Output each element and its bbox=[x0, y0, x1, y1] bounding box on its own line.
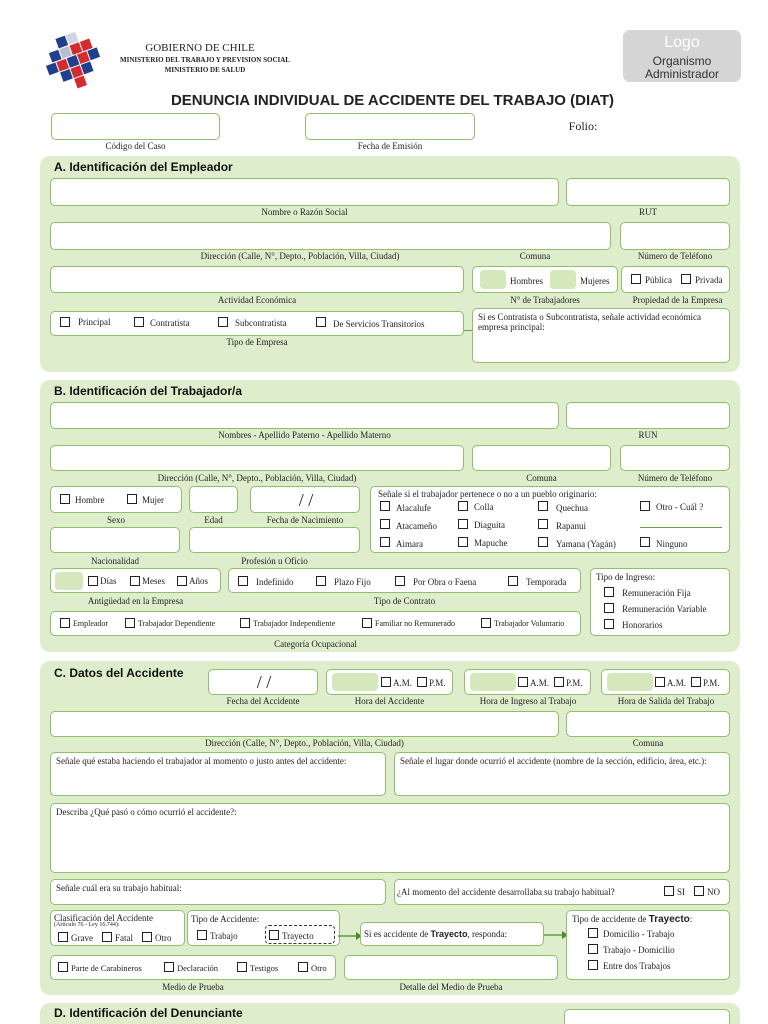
comuna-accidente-label: Comuna bbox=[632, 738, 664, 748]
anos-checkbox[interactable] bbox=[177, 576, 187, 586]
fecha-accidente-slashes: / / bbox=[256, 672, 272, 692]
hora-accidente-label: Hora del Accidente bbox=[354, 696, 425, 706]
codigo-caso-label: Código del Caso bbox=[105, 141, 166, 151]
section-b-title: B. Identificación del Trabajador/a bbox=[54, 384, 243, 398]
indefinido-checkbox[interactable] bbox=[238, 576, 248, 586]
mujer-checkbox[interactable] bbox=[127, 494, 137, 504]
temporada-label: Temporada bbox=[526, 577, 567, 587]
entre-trabajos-label: Entre dos Trabajos bbox=[603, 961, 671, 971]
yamana-checkbox[interactable] bbox=[538, 537, 548, 547]
nacionalidad-label: Nacionalidad bbox=[91, 556, 139, 566]
meses-checkbox[interactable] bbox=[130, 576, 140, 586]
arrow-to-trayecto-icon bbox=[338, 931, 362, 941]
alacalufe-checkbox[interactable] bbox=[380, 501, 390, 511]
rem-variable-label: Remuneración Variable bbox=[622, 604, 707, 614]
comuna-empleador-label: Comuna bbox=[519, 251, 551, 261]
page-title: DENUNCIA INDIVIDUAL DE ACCIDENTE DEL TRABAJO (DIAT) bbox=[170, 92, 615, 109]
hora-ingreso-label: Hora de Ingreso al Trabajo bbox=[479, 696, 577, 706]
contratista-label: Contratista bbox=[150, 318, 190, 328]
plazo-fijo-checkbox[interactable] bbox=[316, 576, 326, 586]
comuna-trabajador-label: Comuna bbox=[526, 473, 557, 483]
describa-field[interactable] bbox=[50, 803, 730, 873]
otro-clasificacion-checkbox[interactable] bbox=[142, 932, 152, 942]
haciendo-field[interactable] bbox=[50, 752, 386, 796]
hora-salida-am-label: A.M. bbox=[667, 678, 687, 688]
comuna-accidente-field[interactable] bbox=[566, 711, 730, 737]
fecha-nacimiento-field[interactable] bbox=[250, 486, 360, 513]
fatal-checkbox[interactable] bbox=[102, 932, 112, 942]
publica-checkbox[interactable] bbox=[631, 274, 641, 284]
no-checkbox[interactable] bbox=[694, 886, 704, 896]
meses-label: Meses bbox=[142, 576, 165, 586]
detalle-prueba-label: Detalle del Medio de Prueba bbox=[399, 982, 503, 992]
trab-dom-label: Trabajo - Domicilio bbox=[603, 945, 675, 955]
tipo-contrato-label: Tipo de Contrato bbox=[373, 596, 436, 606]
org-logo-box bbox=[623, 30, 741, 82]
quechua-checkbox[interactable] bbox=[538, 501, 548, 511]
section-c-accidente bbox=[40, 661, 740, 995]
telefono-trabajador-label: Número de Teléfono bbox=[637, 473, 713, 483]
quechua-label: Quechua bbox=[556, 503, 588, 513]
tipo-trayecto-title: Tipo de accidente de Trayecto: bbox=[572, 914, 693, 925]
rapanui-label: Rapanui bbox=[556, 521, 586, 531]
medio-prueba-label: Medio de Prueba bbox=[162, 982, 224, 992]
familiar-checkbox[interactable] bbox=[362, 618, 372, 628]
comuna-trabajador-field[interactable] bbox=[472, 445, 611, 471]
direccion-empleador-field[interactable] bbox=[50, 222, 611, 250]
government-logo-icon bbox=[40, 30, 108, 92]
dependiente-label: Trabajador Dependiente bbox=[138, 619, 216, 628]
por-obra-label: Por Obra o Faena bbox=[413, 577, 477, 587]
folio-label: Folio: bbox=[568, 119, 598, 133]
mujeres-label: Mujeres bbox=[580, 276, 610, 286]
independiente-label: Trabajador Independiente bbox=[253, 619, 336, 628]
direccion-trabajador-label: Dirección (Calle, N°, Depto., Población, Villa, Ciudad) bbox=[157, 473, 357, 483]
otro-prueba-checkbox[interactable] bbox=[298, 962, 308, 972]
ministry-salud: MINISTERIO DE SALUD bbox=[164, 66, 246, 74]
plazo-fijo-label: Plazo Fijo bbox=[334, 577, 371, 587]
trab-dom-checkbox[interactable] bbox=[588, 944, 598, 954]
section-b-trabajador bbox=[40, 380, 740, 652]
fecha-accidente-label: Fecha del Accidente bbox=[226, 696, 300, 706]
hora-salida-field[interactable] bbox=[607, 673, 653, 691]
grave-checkbox[interactable] bbox=[58, 932, 68, 942]
hombre-label: Hombre bbox=[75, 495, 105, 505]
hombre-checkbox[interactable] bbox=[60, 494, 70, 504]
testigos-checkbox[interactable] bbox=[237, 962, 247, 972]
fecha-accidente-field[interactable] bbox=[208, 669, 318, 695]
fecha-emision-field[interactable] bbox=[305, 113, 475, 140]
rem-fija-checkbox[interactable] bbox=[604, 587, 614, 597]
direccion-accidente-field[interactable] bbox=[50, 711, 559, 737]
atacameno-checkbox[interactable] bbox=[380, 519, 390, 529]
temporada-checkbox[interactable] bbox=[508, 576, 518, 586]
actividad-economica-field[interactable] bbox=[50, 266, 464, 293]
trabajo-label: Trabajo bbox=[210, 931, 238, 941]
privada-checkbox[interactable] bbox=[681, 274, 691, 284]
propiedad-label: Propiedad de la Empresa bbox=[632, 295, 723, 305]
telefono-empleador-label: Número de Teléfono bbox=[637, 251, 713, 261]
dom-trab-checkbox[interactable] bbox=[588, 928, 598, 938]
anos-label: Años bbox=[189, 576, 209, 586]
profesion-field[interactable] bbox=[189, 527, 360, 553]
carabineros-label: Parte de Carabineros bbox=[71, 963, 142, 973]
lugar-field[interactable] bbox=[394, 752, 730, 796]
hora-salida-label: Hora de Salida del Trabajo bbox=[617, 696, 715, 706]
otro-pueblo-checkbox[interactable] bbox=[640, 501, 650, 511]
detalle-prueba-field[interactable] bbox=[344, 955, 558, 980]
arrow-to-tipo-trayecto-icon bbox=[544, 930, 568, 940]
direccion-trabajador-field[interactable] bbox=[50, 445, 464, 471]
run-field[interactable] bbox=[566, 402, 730, 429]
fatal-label: Fatal bbox=[115, 933, 133, 943]
ninguno-label: Ninguno bbox=[656, 539, 688, 549]
direccion-empleador-label: Dirección (Calle, N°, Depto., Población, Villa, Ciudad) bbox=[200, 251, 400, 261]
logo-placeholder: Logo bbox=[664, 34, 700, 51]
voluntario-checkbox[interactable] bbox=[481, 618, 491, 628]
trayecto-label: Trayecto bbox=[282, 931, 314, 941]
independiente-checkbox[interactable] bbox=[240, 618, 250, 628]
trayecto-checkbox[interactable] bbox=[269, 930, 279, 940]
subcontratista-checkbox[interactable] bbox=[218, 317, 228, 327]
principal-checkbox[interactable] bbox=[60, 317, 70, 327]
clasificacion-articulo: (Artículo 76 - Ley 16.744): bbox=[54, 922, 120, 928]
codigo-caso-field[interactable] bbox=[51, 113, 220, 140]
principal-label: Principal bbox=[78, 317, 111, 327]
fecha-nacimiento-label: Fecha de Nacimiento bbox=[266, 515, 344, 525]
otro-clasificacion-label: Otro bbox=[155, 933, 172, 943]
privada-label: Privada bbox=[695, 275, 723, 285]
tipo-ingreso-title: Tipo de Ingreso: bbox=[596, 572, 656, 582]
hora-accidente-field[interactable] bbox=[332, 673, 378, 691]
mapuche-checkbox[interactable] bbox=[458, 537, 468, 547]
servicios-transitorios-label: De Servicios Transitorios bbox=[333, 319, 425, 329]
nacionalidad-field[interactable] bbox=[50, 527, 180, 553]
otro-prueba-label: Otro bbox=[311, 963, 327, 973]
colla-label: Colla bbox=[474, 502, 494, 512]
declaracion-checkbox[interactable] bbox=[164, 962, 174, 972]
entre-trabajos-checkbox[interactable] bbox=[588, 960, 598, 970]
tipo-empresa-label: Tipo de Empresa bbox=[226, 337, 288, 347]
edad-label: Edad bbox=[204, 515, 223, 525]
diaguita-checkbox[interactable] bbox=[458, 519, 468, 529]
mujeres-count-field[interactable] bbox=[550, 270, 576, 289]
trabajo-checkbox[interactable] bbox=[197, 930, 207, 940]
telefono-trabajador-field[interactable] bbox=[620, 445, 730, 471]
section-c-title: C. Datos del Accidente bbox=[54, 666, 184, 680]
hora-accidente-pm-label: P.M. bbox=[429, 678, 446, 688]
ninguno-checkbox[interactable] bbox=[640, 537, 650, 547]
direccion-accidente-label: Dirección (Calle, N°, Depto., Población, Villa, Ciudad) bbox=[205, 738, 404, 748]
categoria-label: Categoría Ocupacional bbox=[274, 639, 357, 649]
actividad-economica-label: Actividad Económica bbox=[217, 295, 297, 305]
mapuche-label: Mapuche bbox=[474, 538, 508, 548]
otro-pueblo-line[interactable] bbox=[640, 527, 722, 528]
publica-label: Pública bbox=[645, 275, 672, 285]
denunciante-field[interactable] bbox=[564, 1009, 730, 1024]
otro-pueblo-label: Otro - Cuál ? bbox=[656, 502, 704, 512]
lugar-prompt: Señale el lugar donde ocurrió el accidente (nombre de la sección, edificio, área, etc.): bbox=[400, 756, 707, 766]
hora-ingreso-pm-label: P.M. bbox=[566, 678, 583, 688]
hora-ingreso-am-checkbox[interactable] bbox=[518, 677, 528, 687]
fecha-emision-label: Fecha de Emisión bbox=[357, 141, 423, 151]
antiguedad-value-field[interactable] bbox=[55, 572, 83, 590]
si-checkbox[interactable] bbox=[664, 886, 674, 896]
telefono-empleador-field[interactable] bbox=[620, 222, 730, 250]
section-a-empleador bbox=[40, 156, 740, 372]
por-obra-checkbox[interactable] bbox=[395, 576, 405, 586]
trabajo-habitual-prompt: Señale cuál era su trabajo habitual: bbox=[56, 883, 182, 893]
run-label: RUN bbox=[638, 430, 658, 440]
contratista-checkbox[interactable] bbox=[134, 317, 144, 327]
mujer-label: Mujer bbox=[142, 495, 164, 505]
hora-salida-am-checkbox[interactable] bbox=[655, 677, 665, 687]
section-d-denunciante bbox=[40, 1003, 740, 1024]
servicios-transitorios-checkbox[interactable] bbox=[316, 317, 326, 327]
actividad-principal-field[interactable] bbox=[472, 308, 730, 363]
razon-social-field[interactable] bbox=[50, 178, 559, 206]
honorarios-checkbox[interactable] bbox=[604, 619, 614, 629]
dias-checkbox[interactable] bbox=[88, 576, 98, 586]
rem-fija-label: Remuneración Fija bbox=[622, 588, 691, 598]
gov-name: GOBIERNO DE CHILE bbox=[145, 42, 255, 54]
hora-salida-pm-checkbox[interactable] bbox=[691, 677, 701, 687]
hombres-label: Hombres bbox=[510, 276, 543, 286]
dependiente-checkbox[interactable] bbox=[125, 618, 135, 628]
no-label: NO bbox=[707, 887, 720, 897]
pueblo-originario-title: Señale si el trabajador pertenece o no a un pueblo originario: bbox=[378, 489, 597, 499]
nombres-trabajador-label: Nombres - Apellido Paterno - Apellido Materno bbox=[218, 430, 391, 440]
hora-ingreso-field[interactable] bbox=[470, 673, 516, 691]
tipo-accidente-title: Tipo de Accidente: bbox=[191, 914, 260, 924]
momento-habitual-question: ¿Al momento del accidente desarrollaba su trabajo habitual? bbox=[397, 887, 615, 897]
indefinido-label: Indefinido bbox=[256, 577, 294, 587]
sexo-label: Sexo bbox=[107, 515, 125, 525]
aimara-checkbox[interactable] bbox=[380, 537, 390, 547]
hora-ingreso-pm-checkbox[interactable] bbox=[554, 677, 564, 687]
hora-accidente-am-checkbox[interactable] bbox=[381, 677, 391, 687]
diaguita-label: Diaguita bbox=[474, 520, 505, 530]
empleador-checkbox[interactable] bbox=[60, 618, 70, 628]
razon-social-label: Nombre o Razón Social bbox=[261, 207, 348, 217]
trabajo-habitual-field[interactable] bbox=[50, 879, 386, 905]
alacalufe-label: Alacalufe bbox=[396, 503, 431, 513]
grave-label: Grave bbox=[71, 933, 93, 943]
section-a-title: A. Identificación del Empleador bbox=[54, 160, 233, 174]
voluntario-label: Trabajador Voluntario bbox=[494, 619, 565, 628]
si-trayecto-prompt: Si es accidente de Trayecto, responda: bbox=[364, 929, 508, 939]
haciendo-prompt: Señale qué estaba haciendo el trabajador al momento o justo antes del accidente: bbox=[56, 756, 347, 766]
honorarios-label: Honorarios bbox=[622, 620, 663, 630]
antiguedad-label: Antigüedad en la Empresa bbox=[87, 596, 184, 606]
hora-ingreso-am-label: A.M. bbox=[530, 678, 550, 688]
edad-field[interactable] bbox=[189, 486, 238, 513]
n-trabajadores-label: N° de Trabajadores bbox=[510, 295, 580, 305]
ministry-trabajo: MINISTERIO DEL TRABAJO Y PREVISION SOCIAL bbox=[120, 56, 290, 64]
org-label-1: Organismo bbox=[652, 54, 712, 68]
section-d-title: D. Identificación del Denunciante bbox=[54, 1006, 243, 1020]
empleador-label: Empleador bbox=[73, 619, 109, 628]
atacameno-label: Atacameño bbox=[396, 521, 437, 531]
si-label: SI bbox=[677, 887, 686, 897]
actividad-principal-note: Si es Contratista o Subcontratista, señale actividad económica empresa principal: bbox=[478, 312, 701, 332]
org-label-2: Administrador bbox=[644, 67, 720, 81]
declaracion-label: Declaración bbox=[177, 963, 219, 973]
rem-variable-checkbox[interactable] bbox=[604, 603, 614, 613]
hora-accidente-am-label: A.M. bbox=[393, 678, 413, 688]
hombres-count-field[interactable] bbox=[480, 270, 506, 289]
colla-checkbox[interactable] bbox=[458, 501, 468, 511]
rapanui-checkbox[interactable] bbox=[538, 519, 548, 529]
describa-prompt: Describa ¿Qué pasó o cómo ocurrió el accidente?: bbox=[56, 807, 237, 817]
aimara-label: Aimara bbox=[396, 539, 423, 549]
yamana-label: Yamana (Yagán) bbox=[556, 539, 616, 549]
familiar-label: Familiar no Remunerado bbox=[375, 619, 455, 628]
hora-accidente-pm-checkbox[interactable] bbox=[417, 677, 427, 687]
profesion-label: Profesión u Oficio bbox=[241, 556, 308, 566]
dom-trab-label: Domicilio - Trabajo bbox=[603, 929, 675, 939]
fecha-nacimiento-slashes: / / bbox=[298, 490, 314, 510]
clasificacion-title: Clasificación del Accidente bbox=[54, 913, 153, 923]
carabineros-checkbox[interactable] bbox=[58, 962, 68, 972]
nombres-trabajador-field[interactable] bbox=[50, 402, 559, 429]
subcontratista-label: Subcontratista bbox=[235, 318, 287, 328]
testigos-label: Testigos bbox=[250, 963, 279, 973]
rut-label: RUT bbox=[639, 207, 657, 217]
rut-field[interactable] bbox=[566, 178, 730, 206]
hora-salida-pm-label: P.M. bbox=[703, 678, 720, 688]
dias-label: Días bbox=[100, 576, 117, 586]
